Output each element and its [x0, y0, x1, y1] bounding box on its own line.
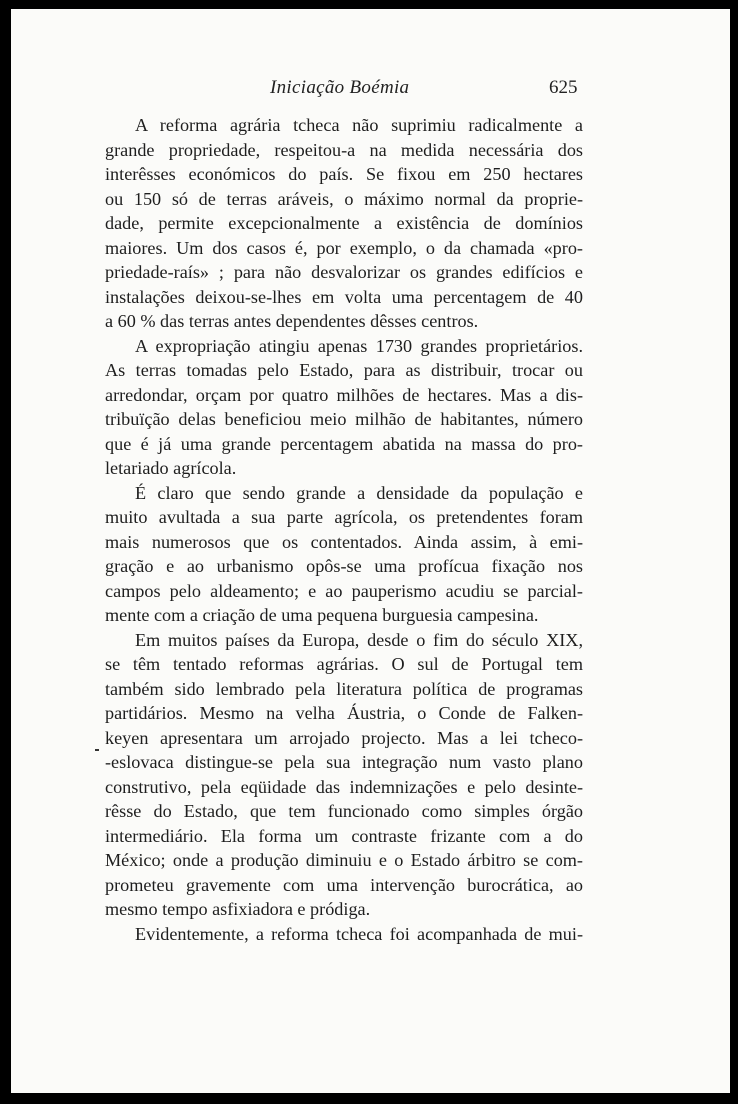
text-line: priedade-raís» ; para não desvalorizar os grandes edifícios e [105, 262, 583, 282]
text-line: Em muitos países da Europa, desde o fim do século XIX, [135, 629, 583, 650]
text-line: É claro que sendo grande a densidade da população e [135, 482, 583, 503]
text-line: gração e ao urbanismo opôs-se uma profícua fixação nos [105, 556, 583, 576]
page-header [11, 77, 730, 105]
text-line: -eslovaca distingue-se pela sua integração num vasto plano [105, 752, 583, 772]
running-title: Iniciação Boémia [270, 77, 410, 98]
text-line: interêsses económicos do país. Se fixou em 250 hectares [105, 164, 583, 184]
body-text [105, 113, 583, 946]
text-line: instalações deixou-se-lhes em volta uma percentagem de 40 [105, 286, 583, 307]
text-line: arredondar, orçam por quatro milhões de hectares. Mas a dis- [105, 384, 583, 405]
text-line: mais numerosos que os contentados. Ainda assim, à emi- [105, 531, 583, 552]
text-line: As terras tomadas pelo Estado, para as distribuir, trocar ou [105, 360, 583, 380]
paragraph [105, 113, 583, 334]
paragraph [105, 481, 583, 628]
text-line: A expropriação atingiu apenas 1730 grandes proprietários. [135, 335, 583, 356]
text-line: tribuïção delas beneficiou meio milhão de habitantes, número [105, 409, 583, 429]
text-line: prometeu gravemente com uma intervenção burocrática, ao [105, 874, 583, 895]
paragraph [105, 334, 583, 481]
text-line: dade, permite excepcionalmente a existência de domínios [105, 213, 583, 233]
text-line: campos pelo aldeamento; e ao pauperismo acudiu se parcial- [105, 580, 583, 601]
text-line: construtivo, pela eqüidade das indemnizações e pelo desinte- [105, 776, 583, 797]
text-line: letariado agrícola. [105, 458, 237, 478]
text-line: se têm tentado reformas agrárias. O sul de Portugal tem [105, 654, 583, 674]
text-line: rêsse do Estado, que tem funcionado como simples órgão [105, 801, 583, 821]
text-line: México; onde a produção diminuiu e o Estado árbitro se com- [105, 850, 583, 870]
text-line: que é já uma grande percentagem abatida na massa do pro- [105, 433, 583, 454]
text-line: muito avultada a sua parte agrícola, os pretendentes foram [105, 507, 583, 527]
text-line: também sido lembrado pela literatura política de programas [105, 678, 583, 699]
text-line: a 60 % das terras antes dependentes dêsses centros. [105, 311, 479, 331]
page-number: 625 [549, 77, 578, 98]
text-line: Evidentemente, a reforma tcheca foi acompanhada de mui- [135, 923, 583, 944]
paragraph [105, 922, 583, 947]
text-line: keyen apresentara um arrojado projecto. Mas a lei tcheco- [105, 727, 583, 748]
text-line: maiores. Um dos casos é, por exemplo, o da chamada «pro- [105, 237, 583, 258]
text-line: grande propriedade, respeitou-a na medida necessária dos [105, 139, 583, 160]
text-line: intermediário. Ela forma um contraste frizante com a do [105, 825, 583, 846]
text-line: mesmo tempo asfixiadora e pródiga. [105, 899, 371, 919]
text-line: partidários. Mesmo na velha Áustria, o Conde de Falken- [105, 703, 583, 723]
book-page [11, 9, 730, 1093]
text-line: ou 150 só de terras aráveis, o máximo normal da proprie- [105, 188, 583, 209]
text-line: A reforma agrária tcheca não suprimiu radicalmente a [135, 115, 583, 135]
text-line: mente com a criação de uma pequena burguesia campesina. [105, 605, 539, 625]
margin-mark [95, 749, 99, 751]
paragraph [105, 628, 583, 922]
